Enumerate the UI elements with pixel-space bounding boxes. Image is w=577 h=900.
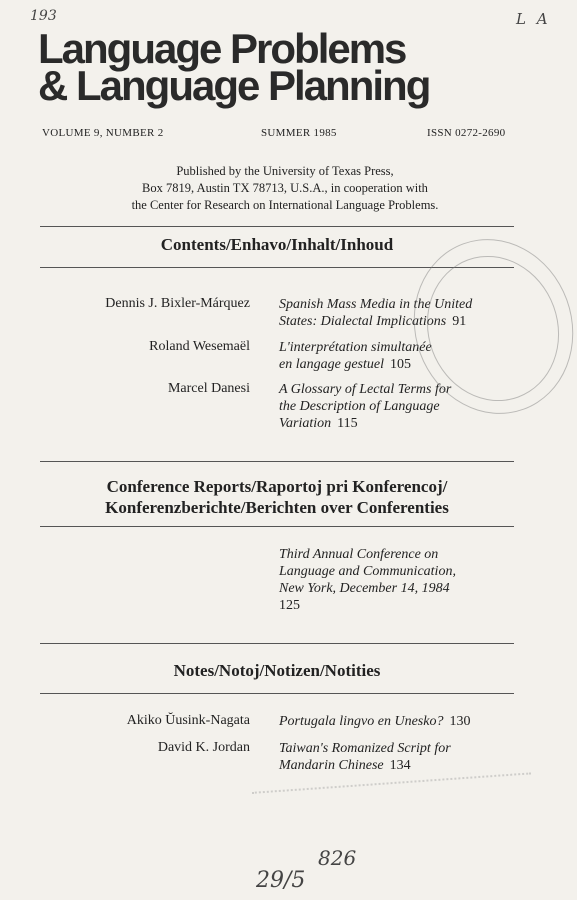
notes-heading: Notes/Notoj/Notizen/Notities [173, 661, 381, 680]
contents-heading: Contents/Enhavo/Inhalt/Inhoud [160, 235, 394, 254]
handwritten-fraction: 29/5 [256, 868, 306, 893]
handwritten-initials: L A [516, 10, 551, 28]
masthead-line-2: & Language Planning [38, 62, 430, 109]
notes-title: Portugala lingvo en Unesko? 130 [279, 714, 471, 729]
publisher-line-1: Published by the University of Texas Press, [176, 164, 394, 178]
divider [40, 461, 514, 462]
issn: ISSN 0272-2690 [427, 127, 506, 139]
handwritten-number: 193 [30, 8, 57, 24]
masthead-line-1: Language Problems [38, 25, 406, 72]
contents-author: Dennis J. Bixler-Márquez [105, 296, 250, 311]
journal-masthead [38, 25, 558, 109]
handwritten-number: 826 [318, 846, 357, 870]
page-number: 115 [337, 416, 358, 431]
contents-title: Spanish Mass Media in the United States: Dialectal Implications 91 [279, 297, 473, 329]
divider [40, 226, 514, 227]
volume-number: VOLUME 9, NUMBER 2 [42, 127, 164, 139]
divider [40, 693, 514, 694]
page-number: 91 [452, 314, 467, 329]
contents-title: L'interprétation simultanée en langage gestuel 105 [279, 340, 432, 372]
contents-title: A Glossary of Lectal Terms for the Description of Language Variation 115 [279, 382, 452, 431]
conference-heading-2: Konferenzberichte/Berichten over Conferenties [105, 498, 449, 517]
issue-season: SUMMER 1985 [261, 127, 337, 139]
conference-heading-1: Conference Reports/Raportoj pri Konferencoj/ [106, 477, 448, 496]
page-number: 105 [389, 357, 411, 372]
publisher-line-2: Box 7819, Austin TX 78713, U.S.A., in cooperation with [142, 181, 428, 195]
contents-author: Roland Wesemaël [149, 339, 250, 354]
contents-author: Marcel Danesi [167, 381, 250, 396]
page-number: 134 [389, 758, 411, 773]
publisher-line-3: the Center for Research on International Language Problems. [131, 198, 439, 212]
notes-title: Taiwan's Romanized Script for Mandarin Chinese 134 [279, 741, 451, 773]
notes-author: Akiko Ŭusink-Nagata [126, 713, 250, 728]
divider [40, 526, 514, 527]
divider [40, 643, 514, 644]
conference-title: Third Annual Conference on Language and Communication, New York, December 14, 1984 125 [279, 546, 519, 614]
page-number: 130 [449, 714, 471, 729]
page-number: 125 [279, 598, 300, 613]
notes-author: David K. Jordan [157, 740, 250, 755]
